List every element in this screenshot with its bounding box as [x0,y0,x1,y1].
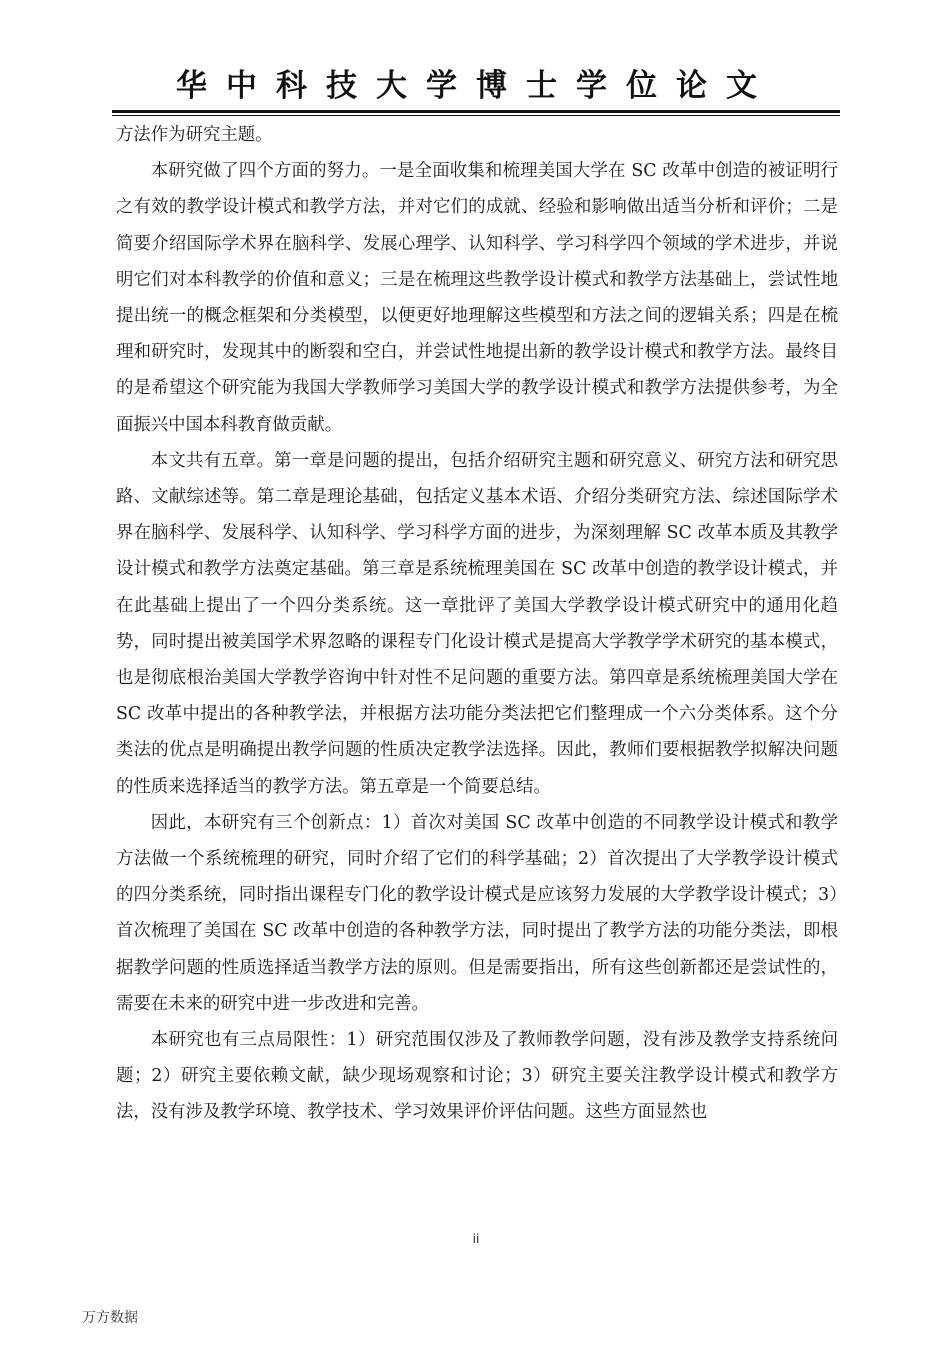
paragraph-efforts: 本研究做了四个方面的努力。一是全面收集和梳理美国大学在 SC 改革中创造的被证明行之有效的教学设计模式和教学方法，并对它们的成就、经验和影响做出适当分析和评价；二是简要介绍国际学术界在脑科学、发展心理学、认知科学、学习科学四个领域的学术进步，并说明它们对本科教学的价值和意义；三是在梳理这些教学设计模式和教学方法基础上，尝试性地提出统一的概念框架和分类模型，以便更好地理解这些模型和方法之间的逻辑关系；四是在梳理和研究时，发现其中的断裂和空白，并尝试性地提出新的教学设计模式和教学方法。最终目的是希望这个研究能为我国大学教师学习美国大学的教学设计模式和教学方法提供参考，为全面振兴中国本科教育做贡献。 [116,161,838,435]
page-header-title: 华中科技大学博士学位论文 [176,68,776,104]
page-number: ii [472,1232,480,1246]
header-rule-thin [112,115,840,116]
body-text [116,117,838,1131]
watermark: 万方数据 [82,1310,138,1326]
paragraph-limitations: 本研究也有三点局限性：1）研究范围仅涉及了教师教学问题，没有涉及教学支持系统问题；2）研究主要依赖文献，缺少现场观察和讨论；3）研究主要关注教学设计模式和教学方法，没有涉及教学环境、教学技术、学习效果评价评估问题。这些方面显然也 [116,1030,838,1123]
paragraph-innovations: 因此，本研究有三个创新点：1）首次对美国 SC 改革中创造的不同教学设计模式和教学方法做一个系统梳理的研究，同时介绍了它们的科学基础；2）首次提出了大学教学设计模式的四分类系统，同时指出课程专门化的教学设计模式是应该努力发展的大学教学设计模式；3）首次梳理了美国在 SC 改革中创造的各种教学方法，同时提出了教学方法的功能分类法，即根据教学问题的性质选择适当教学方法的原则。但是需要指出，所有这些创新都还是尝试性的，需要在未来的研究中进一步改进和完善。 [116,812,838,1014]
header-rule-thick [112,110,840,113]
paragraph-chapters: 本文共有五章。第一章是问题的提出，包括介绍研究主题和研究意义、研究方法和研究思路、文献综述等。第二章是理论基础，包括定义基本术语、介绍分类研究方法、综述国际学术界在脑科学、发展科学、认知科学、学习科学方面的进步，为深刻理解 SC 改革本质及其教学设计模式和教学方法奠定基础。第三章是系统梳理美国在 SC 改革中创造的教学设计模式，并在此基础上提出了一个四分类系统。这一章批评了美国大学教学设计模式研究中的通用化趋势，同时提出被美国学术界忽略的课程专门化设计模式是提高大学教学学术研究的基本模式，也是彻底根治美国大学教学咨询中针对性不足问题的重要方法。第四章是系统梳理美国大学在 SC 改革中提出的各种教学法，并根据方法功能分类法把它们整理成一个六分类体系。这个分类法的优点是明确提出教学问题的性质决定教学法选择。因此，教师们要根据教学拟解决问题的性质来选择适当的教学方法。第五章是一个简要总结。 [116,450,838,797]
paragraph-continuation: 方法作为研究主题。 [116,125,273,145]
